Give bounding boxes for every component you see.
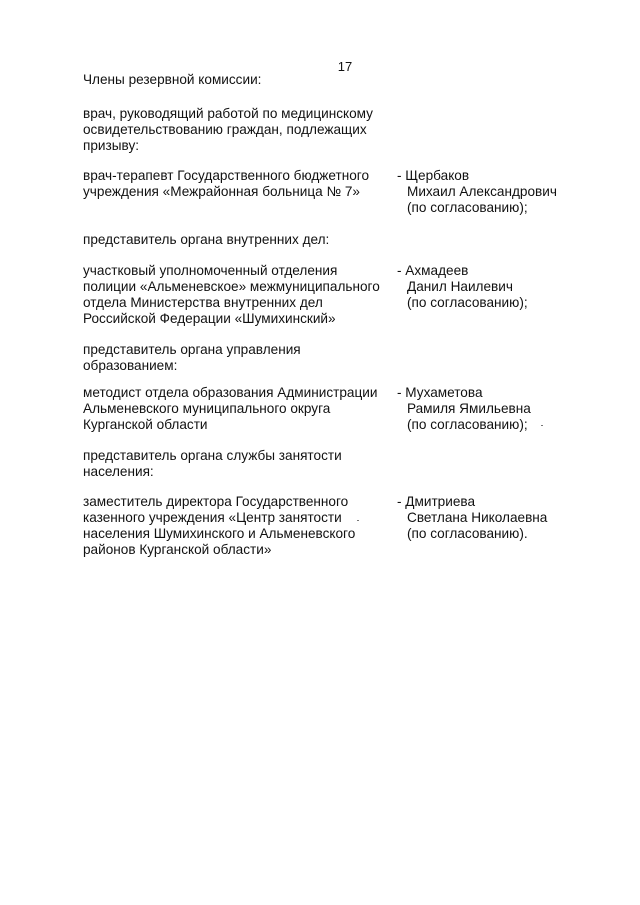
doctor-name: - Щербаков Михаил Александрович (по согласованию); [397,168,557,215]
employment-position: заместитель директора Государственного казенного учреждения «Центр занятости населения Шумихинского и Альменевского районов Курганской области» [83,494,356,557]
employment-name: - Дмитриева Светлана Николаевна (по согласованию). [397,494,548,541]
education-name: - Мухаметова Рамиля Ямильевна (по согласованию); [397,385,531,432]
employment-heading: представитель органа службы занятости населения: [83,448,342,479]
reserve-members-heading: Члены резервной комиссии: [83,72,262,87]
education-heading: представитель органа управления образованием: [83,342,301,373]
scan-speck [541,425,543,426]
page-number: 17 [337,59,353,74]
police-name: - Ахмадеев Данил Наилевич (по согласованию); [397,263,528,310]
doctor-position: врач-терапевт Государственного бюджетного учреждения «Межрайонная больница № 7» [83,168,370,199]
scan-speck [357,520,359,521]
police-position: участковый уполномоченный отделения полиции «Альменевское» межмуниципального отдела Министерства внутренних дел Российской Федерации «Шумихинский» [83,263,380,326]
education-position: методист отдела образования Администрации Альменевского муниципального округа Курганской области [83,385,378,432]
doctor-heading: врач, руководящий работой по медицинскому освидетельствованию граждан, подлежащих призыву: [83,106,373,153]
police-heading: представитель органа внутренних дел: [83,232,330,247]
